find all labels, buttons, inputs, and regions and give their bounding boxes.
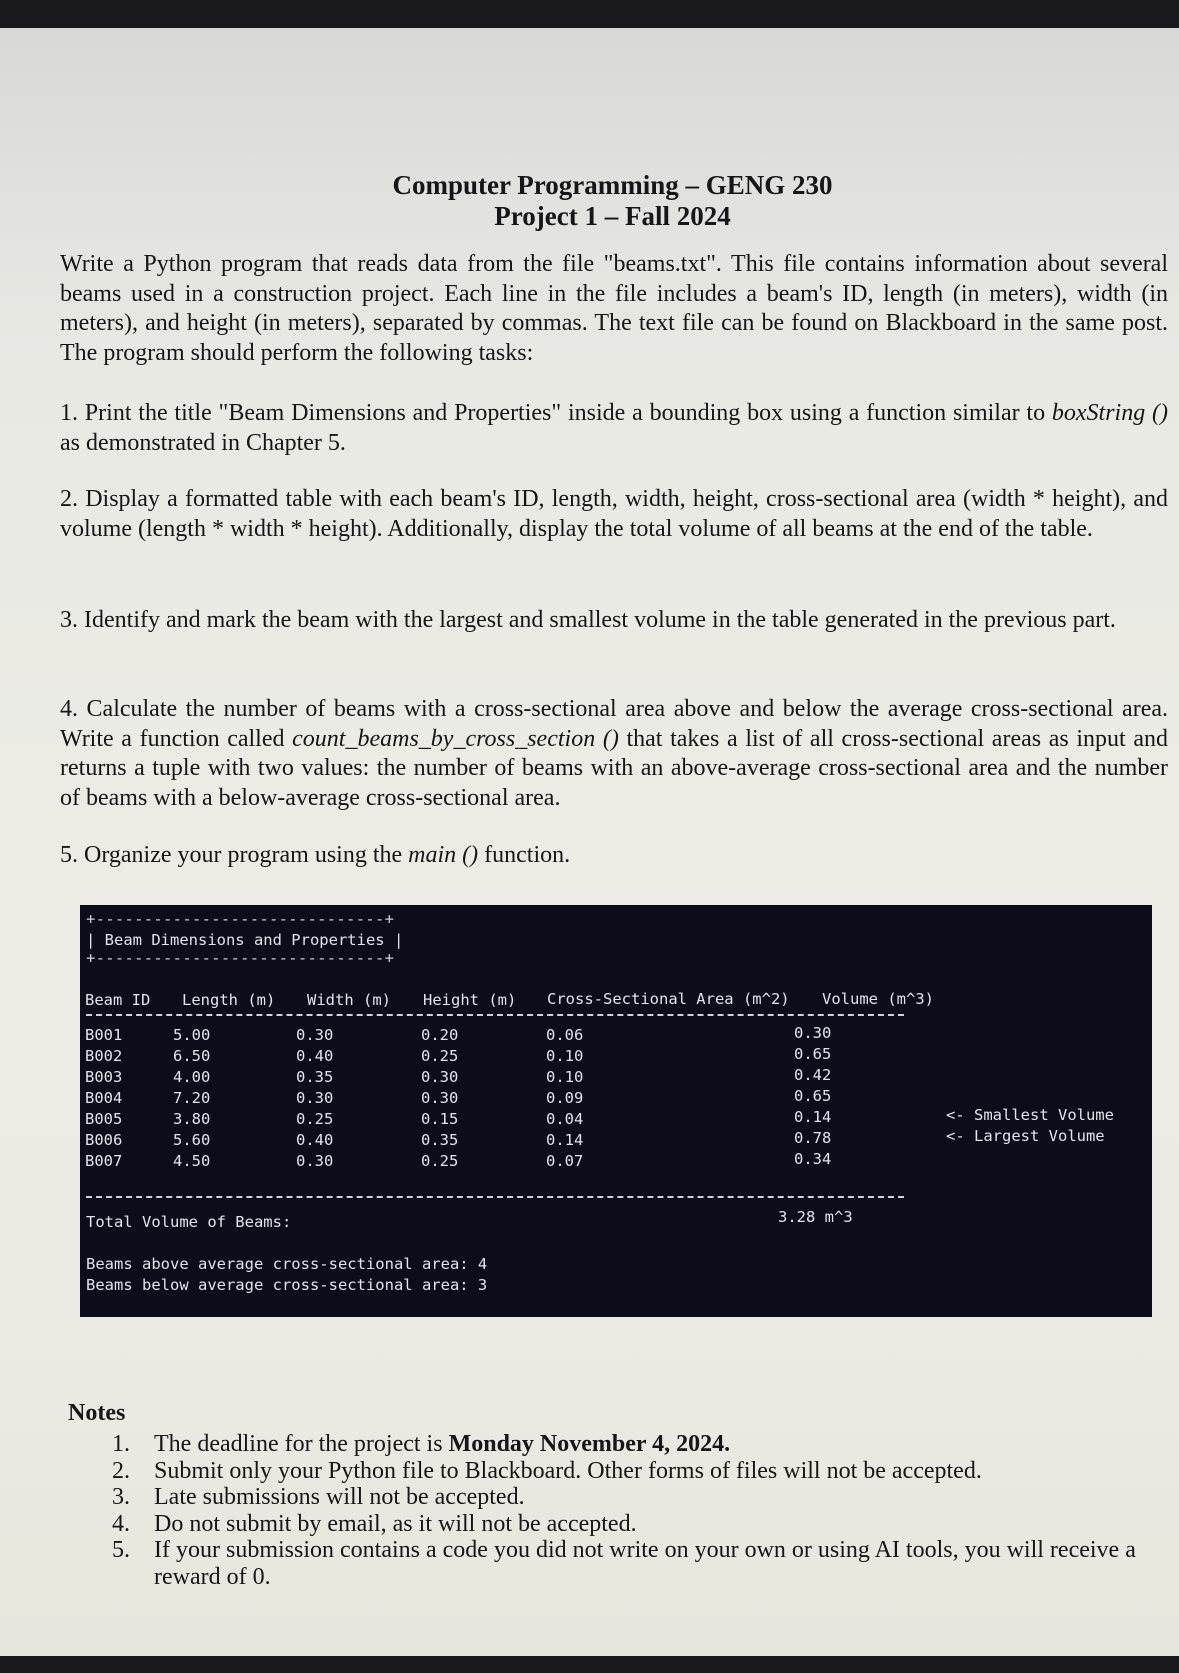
terminal-output xyxy=(80,905,1152,1317)
note-text: Submit only your Python file to Blackboard. Other forms of files will not be accepted. xyxy=(154,1457,982,1484)
cell-area: 0.14 xyxy=(546,1131,584,1149)
note-deadline: Monday November 4, 2024. xyxy=(448,1431,731,1457)
intro-paragraph: Write a Python program that reads data from the file "beams.txt". This file contains information about several beams used in a construction project. Each line in the file includes a beam's ID, length (in meters), width (in meters), and height (in meters), separated by commas. The text file can be found on Blackboard in the same post. The program should perform the following tasks: xyxy=(60,251,1168,366)
cell-area: 0.09 xyxy=(546,1089,584,1107)
cell-height: 0.30 xyxy=(421,1089,459,1107)
note-item xyxy=(106,1537,1146,1590)
box-title: | Beam Dimensions and Properties | xyxy=(86,931,404,949)
cell-area: 0.10 xyxy=(546,1047,584,1065)
task-2 xyxy=(60,485,1168,544)
cell-width: 0.30 xyxy=(296,1152,334,1170)
note-number: 4. xyxy=(112,1510,130,1537)
task-3 xyxy=(60,606,1168,636)
total-divider xyxy=(86,1196,904,1198)
total-volume-value: 3.28 m^3 xyxy=(778,1208,853,1226)
cell-id: B005 xyxy=(85,1110,123,1128)
cell-note: <- Largest Volume xyxy=(946,1127,1105,1145)
note-number: 3. xyxy=(112,1484,130,1510)
note-item xyxy=(106,1431,1146,1458)
cell-id: B004 xyxy=(85,1089,123,1107)
header-volume: Volume (m^3) xyxy=(822,990,934,1008)
note-number: 5. xyxy=(112,1537,130,1563)
cell-volume: 0.14 xyxy=(794,1108,832,1126)
note-text: Late submissions will not be accepted. xyxy=(154,1484,525,1510)
cell-height: 0.35 xyxy=(421,1131,459,1149)
task-5-text: 5. Organize your program using the xyxy=(60,842,409,868)
cell-volume: 0.65 xyxy=(794,1045,832,1063)
note-item xyxy=(106,1511,1146,1538)
cell-id: B006 xyxy=(85,1131,123,1149)
cell-id: B003 xyxy=(85,1068,123,1086)
task-1 xyxy=(60,399,1168,458)
cell-volume: 0.78 xyxy=(794,1129,832,1147)
document-title: Computer Programming – GENG 230 xyxy=(392,170,833,200)
header-width: Width (m) xyxy=(307,991,391,1009)
cell-length: 4.00 xyxy=(173,1068,211,1086)
document-subtitle: Project 1 – Fall 2024 xyxy=(494,201,731,231)
header-beam-id: Beam ID xyxy=(85,991,151,1009)
task-4-text: 4. Calculate the number of beams with a cross-sectional area above and below the average cross-sectional area. Write a function called xyxy=(60,696,1168,752)
note-text: Do not submit by email, as it will not be accepted. xyxy=(154,1510,637,1537)
cell-width: 0.35 xyxy=(296,1068,334,1086)
box-top-border: +------------------------------+ xyxy=(86,910,395,928)
cell-height: 0.30 xyxy=(421,1068,459,1086)
cell-width: 0.40 xyxy=(296,1047,334,1065)
cell-length: 3.80 xyxy=(173,1110,211,1128)
cell-length: 7.20 xyxy=(173,1089,211,1107)
task-4-function-name: count_beams_by_cross_section () xyxy=(292,725,619,752)
cell-height: 0.25 xyxy=(421,1047,459,1065)
task-1-text: 1. Print the title "Beam Dimensions and Properties" inside a bounding box using a function similar to xyxy=(60,400,1052,426)
task-5-text-end: function. xyxy=(478,842,571,868)
cell-volume: 0.65 xyxy=(794,1087,832,1105)
cell-length: 4.50 xyxy=(173,1152,211,1170)
cell-width: 0.30 xyxy=(296,1089,334,1107)
note-item xyxy=(106,1484,1146,1511)
cell-height: 0.25 xyxy=(421,1152,459,1170)
note-number: 2. xyxy=(112,1457,130,1484)
cell-area: 0.04 xyxy=(546,1110,584,1128)
cell-area: 0.07 xyxy=(546,1152,584,1170)
note-text: If your submission contains a code you did not write on your own or using AI tools, you will receive a reward of 0. xyxy=(154,1537,1136,1590)
cell-width: 0.25 xyxy=(296,1110,334,1128)
total-volume-label: Total Volume of Beams: xyxy=(86,1213,292,1231)
cell-id: B001 xyxy=(85,1026,123,1044)
header-height: Height (m) xyxy=(423,991,517,1009)
note-text: The deadline for the project is xyxy=(154,1431,449,1457)
header-cross-sectional-area: Cross-Sectional Area (m^2) xyxy=(547,990,790,1008)
task-2-text: 2. Display a formatted table with each beam's ID, length, width, height, cross-sectional area (width * height), and volume (length * width * height). Additionally, display the total volume of all beams at the end of the table. xyxy=(60,486,1168,542)
cell-length: 5.60 xyxy=(173,1131,211,1149)
cell-height: 0.20 xyxy=(421,1026,459,1044)
cell-width: 0.30 xyxy=(296,1026,334,1044)
cell-id: B002 xyxy=(85,1047,123,1065)
below-average-count: Beams below average cross-sectional area: 3 xyxy=(86,1276,488,1294)
task-4 xyxy=(60,695,1168,813)
task-4-text-end: that takes a list of all cross-sectional areas as input and returns a tuple with two values: the number of beams with an above-average cross-sectional area and the number of beams with a below-average cross-sectional area. xyxy=(60,725,1168,811)
task-1-text-end: as demonstrated in Chapter 5. xyxy=(60,429,346,456)
cell-height: 0.15 xyxy=(421,1110,459,1128)
note-number: 1. xyxy=(112,1431,130,1457)
task-5 xyxy=(60,841,1168,871)
notes-heading: Notes xyxy=(68,1400,126,1426)
task-5-function-name: main () xyxy=(408,842,479,868)
cell-area: 0.06 xyxy=(546,1026,584,1044)
cell-note: <- Smallest Volume xyxy=(946,1106,1114,1124)
above-average-count: Beams above average cross-sectional area: 4 xyxy=(86,1255,488,1273)
document-page xyxy=(0,28,1179,1656)
cell-volume: 0.42 xyxy=(794,1066,832,1084)
note-item xyxy=(106,1458,1146,1485)
cell-length: 5.00 xyxy=(173,1026,211,1044)
cell-length: 6.50 xyxy=(173,1047,211,1065)
notes-list xyxy=(106,1431,1146,1590)
cell-width: 0.40 xyxy=(296,1131,334,1149)
cell-volume: 0.30 xyxy=(794,1024,832,1042)
box-bottom-border: +------------------------------+ xyxy=(86,949,395,967)
header-divider xyxy=(86,1014,904,1016)
cell-id: B007 xyxy=(85,1152,123,1170)
cell-volume: 0.34 xyxy=(794,1150,832,1168)
cell-area: 0.10 xyxy=(546,1068,584,1086)
header-length: Length (m) xyxy=(182,991,276,1009)
task-3-text: 3. Identify and mark the beam with the largest and smallest volume in the table generated in the previous part. xyxy=(60,607,1116,633)
task-1-function-name: boxString () xyxy=(1051,400,1169,426)
